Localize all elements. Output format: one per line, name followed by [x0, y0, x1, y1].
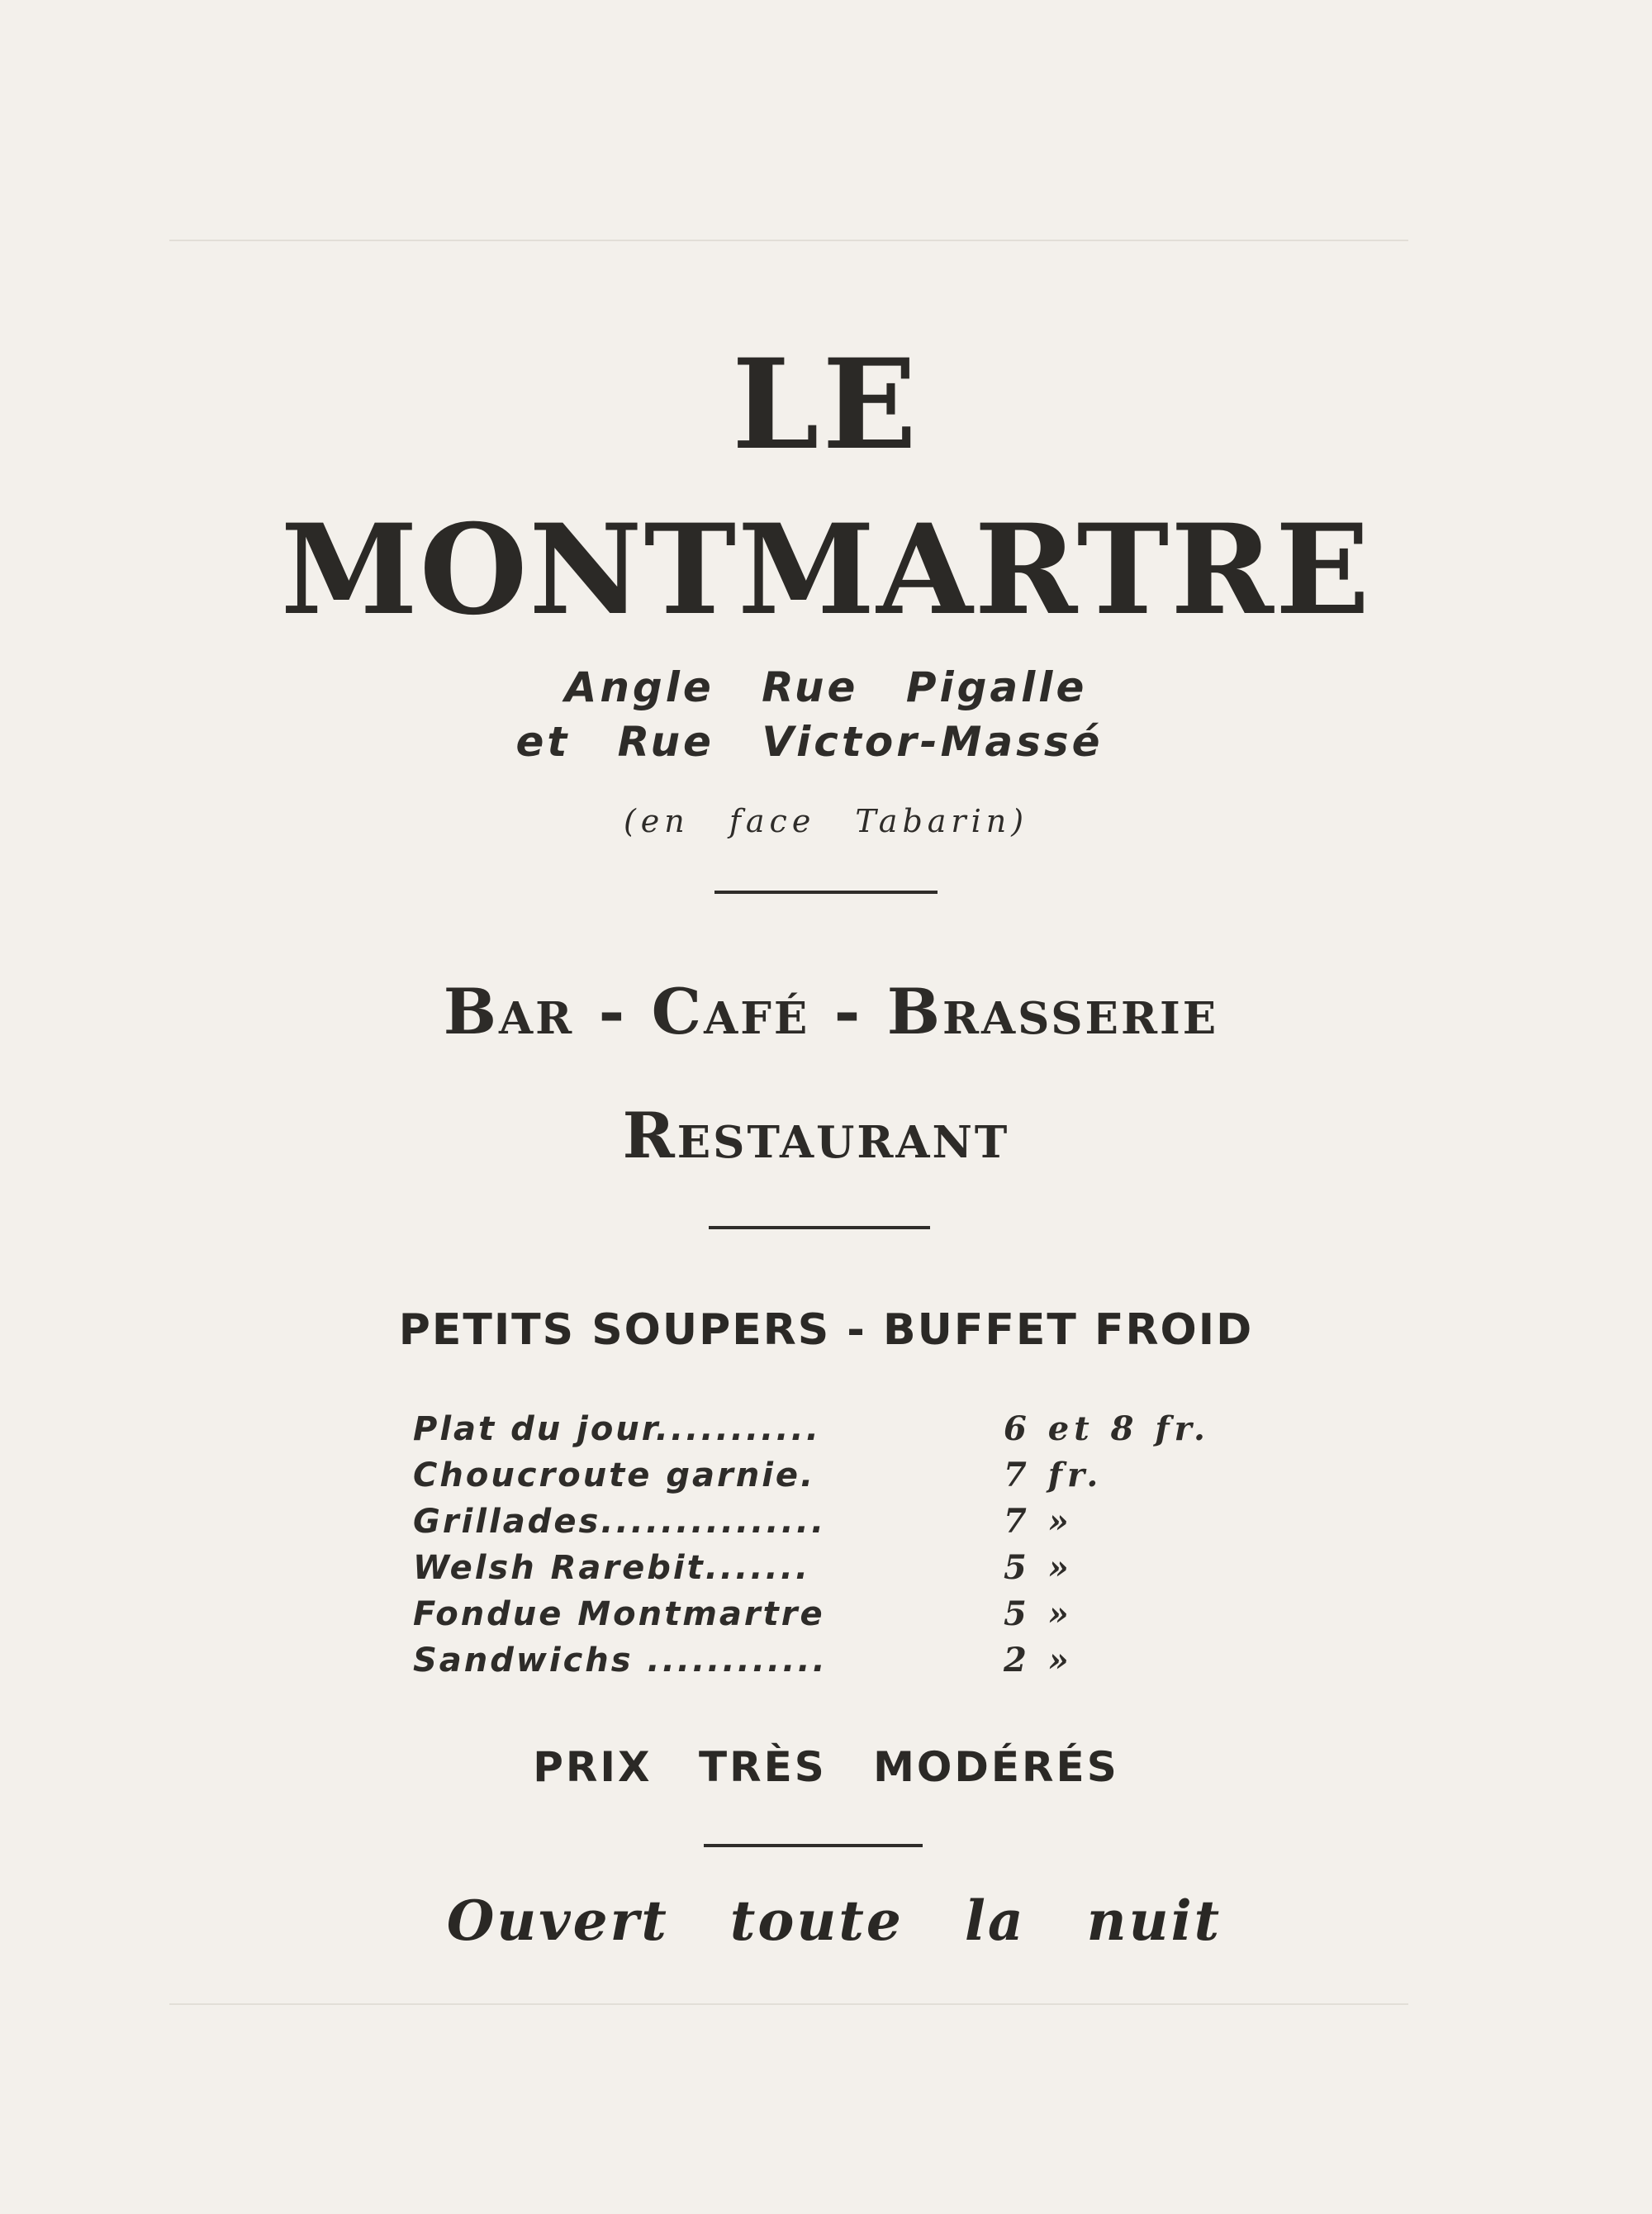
services-line-1: Bar - Café - Brasserie: [443, 975, 1219, 1048]
menu-item-name: Fondue Montmartre: [413, 1595, 825, 1633]
menu-list: [413, 1406, 1239, 1684]
divider: [709, 1226, 930, 1229]
address-line-2: et Rue Victor-Massé: [515, 718, 1104, 766]
menu-item-price: 7 fr.: [1004, 1456, 1104, 1494]
menu-item-name: Choucroute garnie.: [413, 1456, 816, 1494]
menu-item-price: 5 »: [1004, 1548, 1074, 1587]
services-line-2: Restaurant: [622, 1099, 1010, 1172]
title-le: LE: [732, 332, 920, 477]
menu-item-row: [413, 1637, 1239, 1684]
menu-item-name: Sandwichs ............: [413, 1641, 828, 1680]
faint-paper-line: [169, 2003, 1408, 2005]
menu-item-name: Grillades...............: [413, 1503, 827, 1541]
address-line-1: Angle Rue Pigalle: [564, 663, 1088, 711]
menu-item-row: [413, 1406, 1239, 1452]
menu-item-price: 2 »: [1004, 1641, 1074, 1680]
faint-paper-line: [169, 240, 1408, 241]
address-note: (en face Tabarin): [623, 803, 1029, 839]
opening-hours: Ouvert toute la nuit: [446, 1889, 1222, 1953]
menu-item-price: 7 »: [1004, 1502, 1074, 1541]
menu-item-name: Welsh Rarebit.......: [413, 1549, 811, 1587]
menu-item-name: Plat du jour...........: [413, 1410, 821, 1448]
menu-item-row: [413, 1452, 1239, 1499]
divider: [704, 1844, 923, 1847]
divider: [714, 891, 938, 894]
title-montmartre: MONTMARTRE: [280, 497, 1372, 643]
menu-heading: PETITS SOUPERS - BUFFET FROID: [398, 1305, 1254, 1355]
menu-item-price: 6 et 8 fr.: [1004, 1409, 1210, 1448]
menu-item-row: [413, 1545, 1239, 1591]
menu-item-row: [413, 1499, 1239, 1545]
prices-note: PRIX TRÈS MODÉRÉS: [533, 1743, 1119, 1791]
menu-item-price: 5 »: [1004, 1594, 1074, 1633]
menu-item-row: [413, 1591, 1239, 1637]
